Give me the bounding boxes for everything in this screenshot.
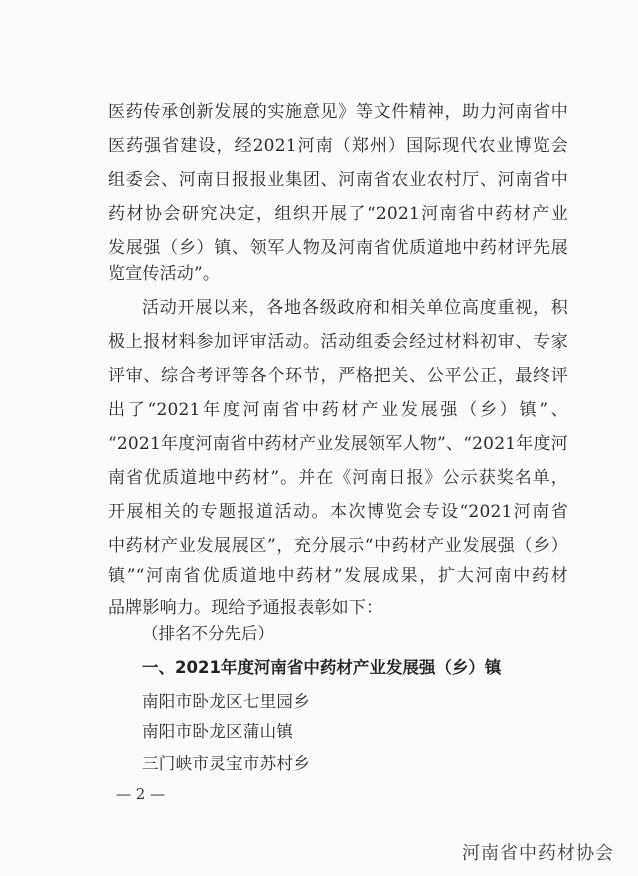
text-line: 医药传承创新发展的实施意见》等文件精神，助力河南省中 — [108, 102, 568, 122]
text-line: 发展强（乡）镇、领军人物及河南省优质道地中药材评先展 — [108, 238, 568, 258]
text-line: 药材协会研究决定，组织开展了“2021河南省中药材产业 — [108, 204, 568, 224]
list-item: 三门峡市灵宝市苏村乡 — [142, 754, 310, 773]
text-line: 览宣传活动”。 — [108, 264, 221, 284]
text-line: 组委会、河南日报报业集团、河南省农业农村厅、河南省中 — [108, 170, 568, 190]
page-number: — 2 — — [116, 785, 166, 803]
text-line: 品牌影响力。现给予通报表彰如下： — [108, 598, 384, 618]
text-line: 活动开展以来，各地各级政府和相关单位高度重视，积 — [142, 298, 568, 318]
watermark-text: 河南省中药材协会 — [462, 843, 614, 864]
text-line: 南省优质道地中药材”。并在《河南日报》公示获奖名单， — [108, 468, 568, 488]
list-item: 南阳市卧龙区蒲山镇 — [142, 722, 294, 741]
text-line: “2021年度河南省中药材产业发展领军人物”、“2021年度河 — [108, 434, 568, 454]
text-line: 镇”“河南省优质道地中药材”发展成果，扩大河南中药材 — [108, 566, 568, 586]
text-line: 医药强省建设，经2021河南（郑州）国际现代农业博览会 — [108, 136, 568, 156]
text-line: 中药材产业发展展区”，充分展示“中药材产业发展强（乡） — [108, 536, 568, 556]
text-line: 极上报材料参加评审活动。活动组委会经过材料初审、专家 — [108, 332, 568, 352]
text-line: 出了“2021年度河南省中药材产业发展强（乡）镇”、 — [108, 400, 568, 420]
ranking-note: （排名不分先后） — [142, 624, 274, 643]
list-item: 南阳市卧龙区七里园乡 — [142, 692, 310, 711]
text-line: 开展相关的专题报道活动。本次博览会专设“2021河南省 — [108, 502, 568, 522]
text-line: 评审、综合考评等各个环节，严格把关、公平公正，最终评 — [108, 366, 568, 386]
section-heading: 一、2021年度河南省中药材产业发展强（乡）镇 — [142, 658, 502, 677]
